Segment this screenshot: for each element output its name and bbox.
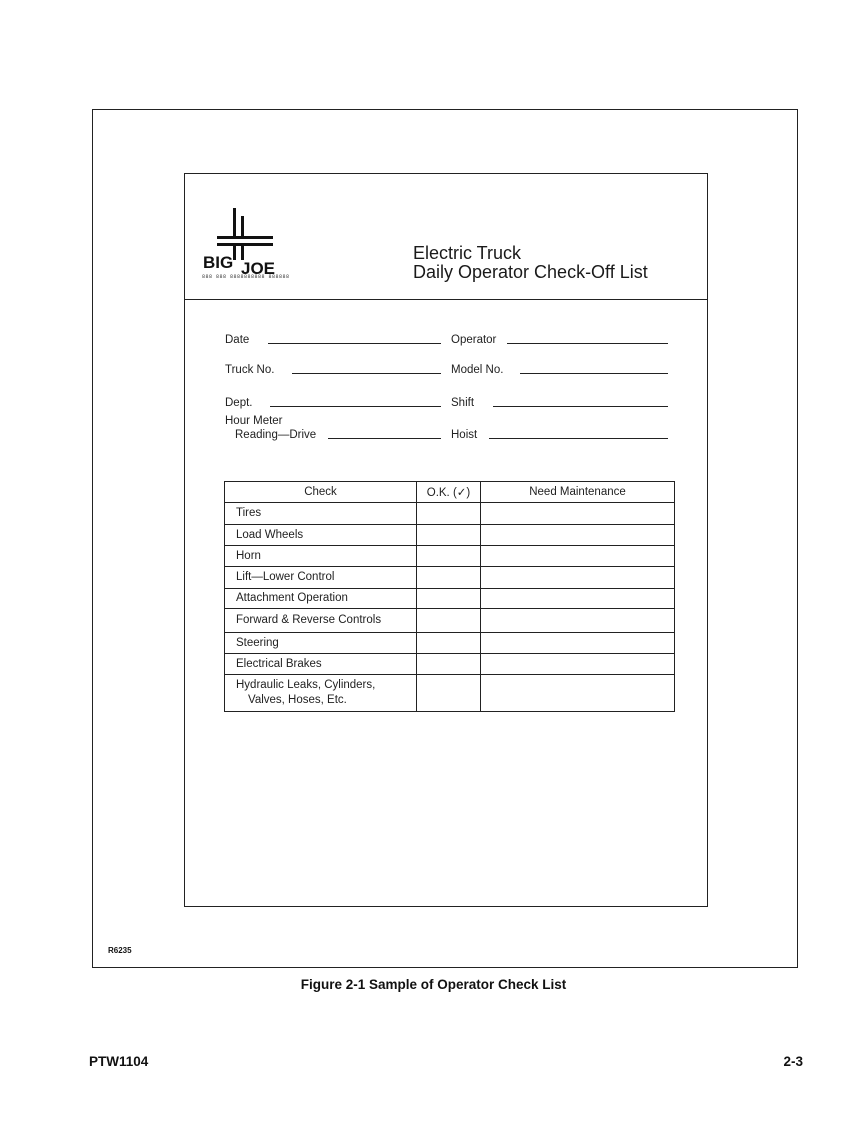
check-item: Steering — [225, 633, 417, 654]
svg-text:BIG: BIG — [203, 253, 234, 272]
ok-cell[interactable] — [417, 503, 481, 525]
column-header-maintenance: Need Maintenance — [481, 482, 675, 503]
maintenance-cell[interactable] — [481, 525, 675, 546]
logo-tagline: 888 888 8888888888 888888 — [202, 274, 290, 280]
check-item: Tires — [225, 503, 417, 525]
table-row — [225, 567, 675, 589]
maintenance-cell[interactable] — [481, 567, 675, 589]
maintenance-cell[interactable] — [481, 654, 675, 675]
dept-field[interactable] — [270, 406, 441, 407]
ok-cell[interactable] — [417, 654, 481, 675]
column-header-check: Check — [225, 482, 417, 503]
truck-no-field[interactable] — [292, 373, 441, 374]
check-item: Horn — [225, 546, 417, 567]
maintenance-cell[interactable] — [481, 609, 675, 633]
date-field[interactable] — [268, 343, 441, 344]
page-number: 2-3 — [783, 1054, 803, 1069]
ok-cell[interactable] — [417, 525, 481, 546]
checklist-table — [224, 481, 675, 712]
ok-cell[interactable] — [417, 633, 481, 654]
check-item — [225, 675, 417, 712]
maintenance-cell[interactable] — [481, 633, 675, 654]
form-title — [413, 244, 648, 282]
hour-meter-label: Hour Meter — [225, 415, 283, 427]
maintenance-cell[interactable] — [481, 503, 675, 525]
form-header — [185, 174, 707, 300]
check-item: Attachment Operation — [225, 589, 417, 609]
table-row — [225, 503, 675, 525]
date-label: Date — [225, 334, 250, 346]
shift-label: Shift — [451, 397, 475, 409]
model-no-field[interactable] — [520, 373, 668, 374]
table-row — [225, 633, 675, 654]
ok-cell[interactable] — [417, 567, 481, 589]
ok-cell[interactable] — [417, 589, 481, 609]
figure-reference: R6235 — [108, 946, 132, 955]
big-joe-logo — [201, 206, 281, 280]
table-row — [225, 525, 675, 546]
shift-field[interactable] — [493, 406, 668, 407]
table-row — [225, 589, 675, 609]
column-header-ok: O.K. (✓) — [417, 482, 481, 503]
operator-label: Operator — [451, 334, 497, 346]
check-item-line2: Valves, Hoses, Etc. — [248, 694, 347, 706]
form-title-line2: Daily Operator Check-Off List — [413, 262, 648, 282]
check-item-line1: Hydraulic Leaks, Cylinders, — [236, 679, 376, 691]
svg-text:JOE: JOE — [241, 259, 276, 278]
truck-no-label: Truck No. — [225, 364, 275, 376]
hoist-field[interactable] — [489, 438, 668, 439]
table-row — [225, 609, 675, 633]
check-item: Electrical Brakes — [225, 654, 417, 675]
table-header-row — [225, 482, 675, 503]
check-item: Lift—Lower Control — [225, 567, 417, 589]
maintenance-cell[interactable] — [481, 546, 675, 567]
check-item: Forward & Reverse Controls — [225, 609, 417, 633]
hoist-label: Hoist — [451, 429, 478, 441]
table-row — [225, 675, 675, 712]
figure-caption: Figure 2-1 Sample of Operator Check List — [300, 977, 567, 992]
model-no-label: Model No. — [451, 364, 504, 376]
ok-cell[interactable] — [417, 675, 481, 712]
ok-cell[interactable] — [417, 546, 481, 567]
table-row — [225, 546, 675, 567]
ok-cell[interactable] — [417, 609, 481, 633]
maintenance-cell[interactable] — [481, 675, 675, 712]
check-item: Load Wheels — [225, 525, 417, 546]
maintenance-cell[interactable] — [481, 589, 675, 609]
dept-label: Dept. — [225, 397, 253, 409]
document-id: PTW1104 — [89, 1054, 149, 1069]
form-title-line1: Electric Truck — [413, 243, 522, 263]
reading-drive-field[interactable] — [328, 438, 441, 439]
table-row — [225, 654, 675, 675]
reading-drive-label: Reading—Drive — [235, 429, 317, 441]
operator-field[interactable] — [507, 343, 668, 344]
